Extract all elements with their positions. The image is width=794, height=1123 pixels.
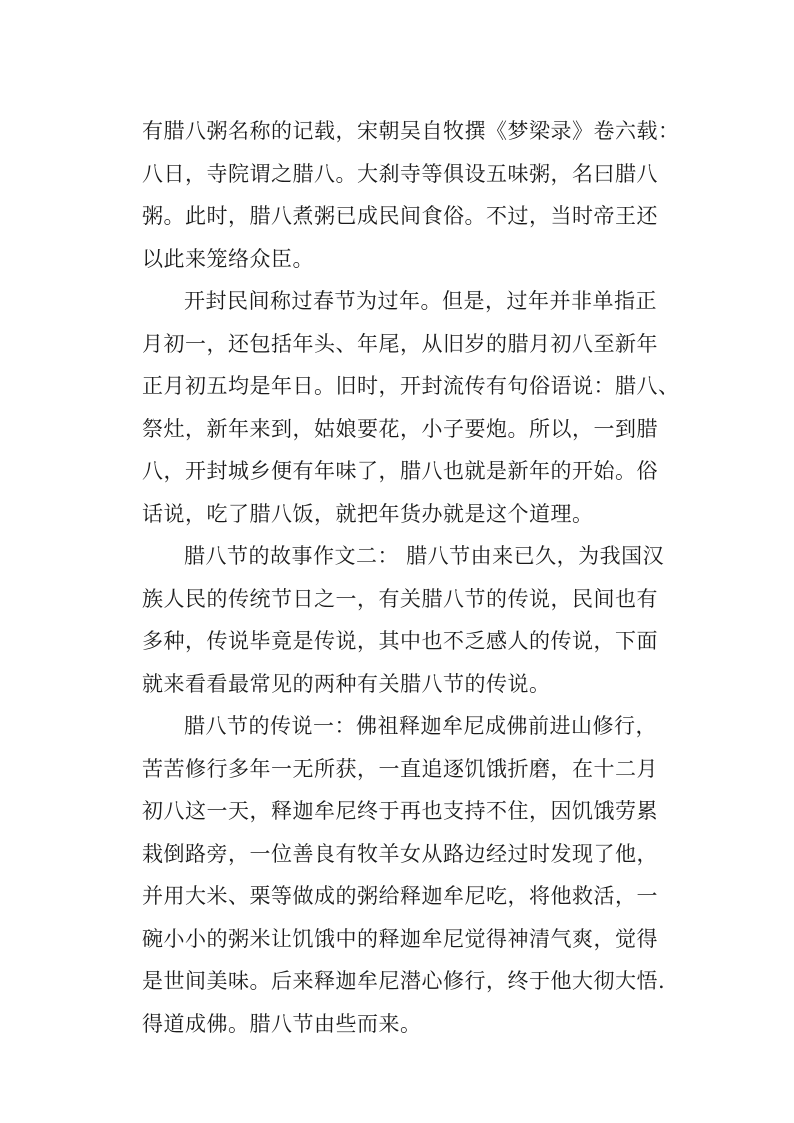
document-body bbox=[142, 110, 680, 1045]
text-line: 多种，传说毕竟是传说，其中也不乏感人的传说，下面 bbox=[142, 629, 658, 653]
paragraph-first-line: 腊八节的传说一：佛祖释迦牟尼成佛前进山修行， bbox=[184, 714, 657, 738]
paragraph-first-line: 腊八节的故事作文二： 腊八节由来已久，为我国汉 bbox=[184, 544, 665, 568]
text-line: 得道成佛。腊八节由些而来。 bbox=[142, 1011, 422, 1036]
text-line: 月初一，还包括年头、年尾，从旧岁的腊月初八至新年 bbox=[142, 331, 658, 356]
text-line: 并用大米、栗等做成的粥给释迦牟尼吃，将他救活，一 bbox=[142, 884, 658, 908]
text-line: 八，开封城乡便有年味了，腊八也就是新年的开始。俗 bbox=[142, 459, 658, 483]
text-line: 苦苦修行多年一无所获，一直追逐饥饿折磨，在十二月 bbox=[142, 756, 658, 781]
text-line: 是世间美味。后来释迦牟尼潜心修行，终于他大彻大悟. bbox=[142, 969, 666, 993]
text-line: 话说，吃了腊八饭，就把年货办就是这个道理。 bbox=[142, 501, 594, 526]
text-line: 初八这一天，释迦牟尼终于再也支持不住，因饥饿劳累 bbox=[142, 799, 658, 823]
text-line: 八日，寺院谓之腊八。大刹寺等俱设五味粥，名曰腊八 bbox=[142, 161, 658, 186]
text-line: 以此来笼络众臣。 bbox=[142, 246, 314, 271]
text-line: 栽倒路旁，一位善良有牧羊女从路边经过时发现了他， bbox=[142, 841, 658, 866]
text-line: 族人民的传统节日之一，有关腊八节的传说，民间也有 bbox=[142, 586, 658, 611]
text-line: 祭灶，新年来到，姑娘要花，小子要炮。所以，一到腊 bbox=[142, 416, 658, 441]
paragraph-first-line: 开封民间称过春节为过年。但是，过年并非单指正 bbox=[184, 289, 657, 313]
text-line: 粥。此时，腊八煮粥已成民间食俗。不过，当时帝王还 bbox=[142, 204, 658, 228]
text-line: 正月初五均是年日。旧时，开封流传有句俗语说：腊八、 bbox=[142, 374, 680, 398]
text-line: 碗小小的粥米让饥饿中的释迦牟尼觉得神清气爽，觉得 bbox=[142, 926, 658, 951]
text-line: 就来看看最常见的两种有关腊八节的传说。 bbox=[142, 671, 551, 696]
text-line: 有腊八粥名称的记载，宋朝吴自牧撰《梦梁录》卷六载： bbox=[142, 119, 680, 143]
